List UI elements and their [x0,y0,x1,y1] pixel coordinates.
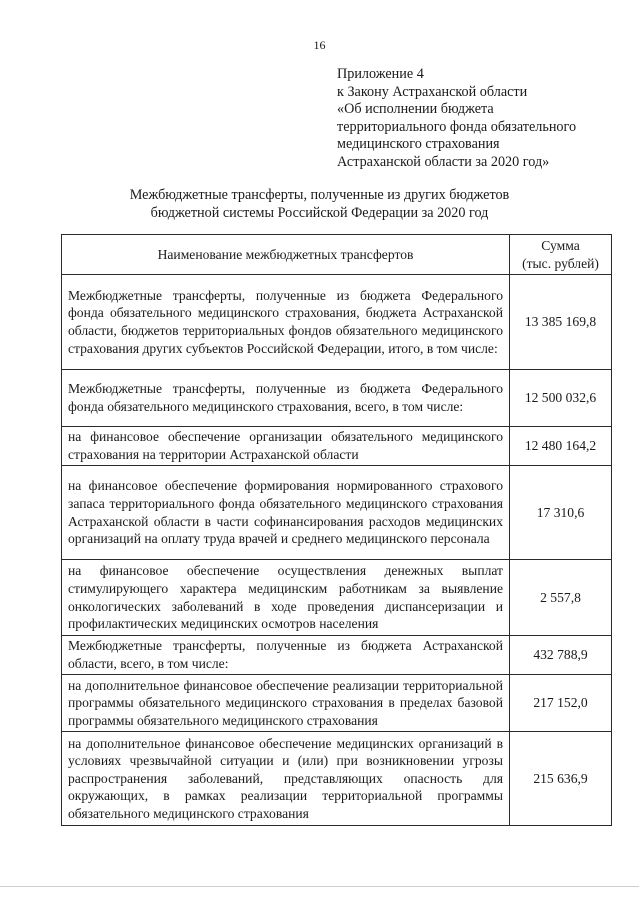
table-row [62,466,612,560]
appendix-line: Приложение 4 [337,66,424,82]
transfer-name: на дополнительное финансовое обеспечение реализации территориальной программы обязательного медицинского страхования в пределах базовой программы обязательного медицинского страхования [62,675,510,732]
appendix-line: «Об исполнении бюджета [337,101,494,118]
page-bottom-divider [0,886,639,887]
transfer-sum: 432 788,9 [510,636,612,675]
header-name: Наименование межбюджетных трансфертов [62,235,510,275]
page-number: 16 [313,38,326,52]
appendix-line: к Закону Астраханской области [337,83,528,100]
title-line: бюджетной системы Российской Федерации за 2020 год [150,204,489,221]
transfer-name: Межбюджетные трансферты, полученные из бюджета Федерального фонда обязательного медицинского страхования, всего, в том числе: [62,370,510,427]
transfer-sum: 17 310,6 [510,466,612,560]
table-row [62,636,612,675]
transfer-sum: 217 152,0 [510,675,612,732]
transfer-sum: 13 385 169,8 [510,275,612,370]
transfer-sum: 215 636,9 [510,732,612,826]
transfer-name: на финансовое обеспечение осуществления денежных выплат стимулирующего характера медицинским работникам за выявление онкологических заболеваний в ходе проведения диспансеризации и профилактических медицинских осмотров населения [62,560,510,636]
transfer-name: Межбюджетные трансферты, полученные из бюджета Астраханской области, всего, в том числе: [62,636,510,675]
table-row [62,427,612,466]
appendix-line: Астраханской области за 2020 год» [337,153,550,170]
table-row [62,732,612,826]
transfers-table [61,234,612,826]
table-row [62,275,612,370]
appendix-line: медицинского страхования [337,136,500,153]
transfer-name: на финансовое обеспечение формирования нормированного страхового запаса территориального фонда обязательного медицинского страхования Астраханской области в части софинансирования расходов медицинских организаций на оплату труда врачей и среднего медицинского персонала [62,466,510,560]
appendix-line: территориального фонда обязательного [337,118,577,135]
table-row [62,675,612,732]
appendix-header [337,66,627,172]
transfer-name: на финансовое обеспечение организации обязательного медицинского страхования на территории Астраханской области [62,427,510,466]
transfer-sum: 2 557,8 [510,560,612,636]
table-row [62,560,612,636]
title-line: Межбюджетные трансферты, полученные из других бюджетов [129,187,510,203]
table-header-row [62,235,612,275]
header-sum [510,235,612,275]
transfer-name: Межбюджетные трансферты, полученные из бюджета Федерального фонда обязательного медицинского страхования, бюджета Астраханской области, бюджетов территориальных фондов обязательного медицинского страхования других субъектов Российской Федерации, итого, в том числе: [62,275,510,370]
transfer-sum: 12 500 032,6 [510,370,612,427]
transfer-sum: 12 480 164,2 [510,427,612,466]
transfer-name: на дополнительное финансовое обеспечение медицинских организаций в условиях чрезвычайной ситуации и (или) при возникновении угрозы распространения заболеваний, представляющих опасность для окружающих, в рамках реализации территориальной программы обязательного медицинского страхования [62,732,510,826]
header-sum-line: Сумма [541,237,580,253]
header-sum-unit: (тыс. рублей) [522,255,599,271]
table-row [62,370,612,427]
document-title [0,187,639,222]
